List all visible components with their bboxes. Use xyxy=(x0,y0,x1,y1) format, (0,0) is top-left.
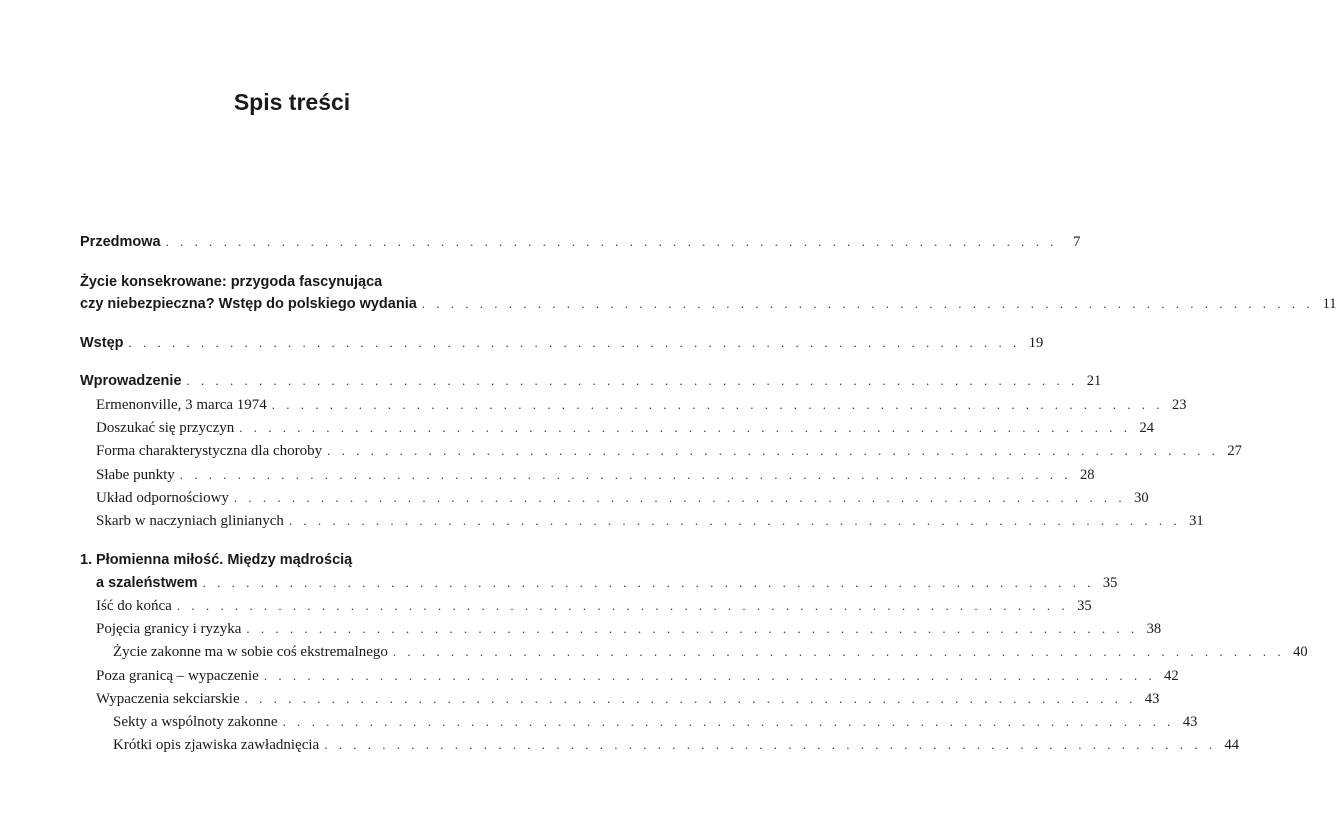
toc-subentry[interactable] xyxy=(96,397,1187,414)
toc-entry-label: Doszukać się przyczyn xyxy=(96,420,235,436)
toc-entry-label: Życie zakonne ma w sobie coś ekstremalnego xyxy=(113,644,388,660)
toc-subentry[interactable] xyxy=(96,443,1242,460)
toc-entry-label: Sekty a wspólnoty zakonne xyxy=(113,714,278,730)
dot-leader: . . . . . . . . . . . . . . . . . . . . . . . . . . . . . . . . . . . . . . . . . . . . . . . . . . . . . . . . . . . . . . xyxy=(288,513,1181,528)
toc-entry-zycie-konsekrowane-line1[interactable]: Życie konsekrowane: przygoda fascynująca xyxy=(80,274,383,290)
toc-page-number: 28 xyxy=(1080,467,1095,483)
toc-entry-label: Iść do końca xyxy=(96,598,172,614)
toc-page-number: 30 xyxy=(1134,490,1149,506)
dot-leader: . . . . . . . . . . . . . . . . . . . . . . . . . . . . . . . . . . . . . . . . . . . . . . . . . . . . . . . . . . . . . . xyxy=(327,443,1219,458)
toc-subentry[interactable] xyxy=(96,420,1155,437)
toc-page-number: 44 xyxy=(1224,737,1239,753)
toc-subsubentry[interactable] xyxy=(113,737,1239,754)
toc-chapter-1[interactable] xyxy=(96,575,1118,592)
toc-entry-label: Skarb w naczyniach glinianych xyxy=(96,513,284,529)
toc-entry-label: Poza granicą – wypaczenie xyxy=(96,668,259,684)
toc-page-number: 7 xyxy=(1073,234,1081,250)
toc-entry-label: Wypaczenia sekciarskie xyxy=(96,691,240,707)
toc-page-number: 11 xyxy=(1322,296,1337,312)
page-title: Spis treści xyxy=(233,89,351,115)
toc-subentry[interactable] xyxy=(96,691,1160,708)
dot-leader: . . . . . . . . . . . . . . . . . . . . . . . . . . . . . . . . . . . . . . . . . . . . . . . . . . . . . . . . . . . . . . xyxy=(246,621,1139,636)
toc-entry-label: Pojęcia granicy i ryzyka xyxy=(96,621,242,637)
dot-leader: . . . . . . . . . . . . . . . . . . . . . . . . . . . . . . . . . . . . . . . . . . . . . . . . . . . . . . . . . . . . . . xyxy=(186,373,1079,388)
dot-leader: . . . . . . . . . . . . . . . . . . . . . . . . . . . . . . . . . . . . . . . . . . . . . . . . . . . . . . . . . . . . . . xyxy=(128,335,1021,350)
toc-page-number: 21 xyxy=(1086,373,1102,389)
toc-page-number: 31 xyxy=(1189,513,1204,529)
toc-subentry[interactable] xyxy=(96,621,1162,638)
toc-subentry[interactable] xyxy=(96,598,1092,615)
dot-leader: . . . . . . . . . . . . . . . . . . . . . . . . . . . . . . . . . . . . . . . . . . . . . . . . . . . . . . . . . . . . . . xyxy=(233,490,1126,505)
dot-leader: . . . . . . . . . . . . . . . . . . . . . . . . . . . . . . . . . . . . . . . . . . . . . . . . . . . . . . . . . . . . . . xyxy=(176,598,1069,613)
toc-subsubentry[interactable] xyxy=(113,644,1308,661)
dot-leader: . . . . . . . . . . . . . . . . . . . . . . . . . . . . . . . . . . . . . . . . . . . . . . . . . . . . . . . . . . . . . . xyxy=(282,714,1175,729)
chapter-number: 1. xyxy=(80,552,93,568)
toc-page-number: 24 xyxy=(1139,420,1155,436)
toc-entry-label: Słabe punkty xyxy=(96,467,175,483)
toc-entry-label: Układ odpornościowy xyxy=(96,490,229,506)
toc-entry-label: Wprowadzenie xyxy=(80,373,182,389)
toc-page-number: 40 xyxy=(1293,644,1308,660)
dot-leader: . . . . . . . . . . . . . . . . . . . . . . . . . . . . . . . . . . . . . . . . . . . . . . . . . . . . . . . . . . . . . . xyxy=(239,420,1132,435)
toc-entry-label: czy niebezpieczna? Wstęp do polskiego wydania xyxy=(80,296,417,312)
dot-leader: . . . . . . . . . . . . . . . . . . . . . . . . . . . . . . . . . . . . . . . . . . . . . . . . . . . . . . . . . . . . . . xyxy=(165,234,1058,249)
toc-page-number: 42 xyxy=(1164,668,1179,684)
toc-chapter-1-line1[interactable] xyxy=(80,552,352,568)
toc-page-number: 38 xyxy=(1146,621,1162,637)
dot-leader: . . . . . . . . . . . . . . . . . . . . . . . . . . . . . . . . . . . . . . . . . . . . . . . . . . . . . . . . . . . . . . xyxy=(271,397,1164,412)
toc-subentry[interactable] xyxy=(96,513,1204,530)
toc-page-number: 27 xyxy=(1227,443,1242,459)
toc-page-number: 35 xyxy=(1102,575,1118,591)
toc-page-number: 19 xyxy=(1028,335,1044,351)
toc-page-number: 35 xyxy=(1077,598,1092,614)
chapter-title-line1: Płomienna miłość. Między mądrością xyxy=(96,552,353,568)
dot-leader: . . . . . . . . . . . . . . . . . . . . . . . . . . . . . . . . . . . . . . . . . . . . . . . . . . . . . . . . . . . . . . xyxy=(179,467,1072,482)
dot-leader: . . . . . . . . . . . . . . . . . . . . . . . . . . . . . . . . . . . . . . . . . . . . . . . . . . . . . . . . . . . . . . xyxy=(244,691,1137,706)
toc-page-number: 23 xyxy=(1172,397,1187,413)
toc-entry-przedmowa[interactable] xyxy=(80,234,1081,251)
toc-subentry[interactable] xyxy=(96,668,1179,685)
toc-entry-label: a szaleństwem xyxy=(96,575,198,591)
toc-entry-wstep[interactable] xyxy=(80,335,1044,352)
dot-leader: . . . . . . . . . . . . . . . . . . . . . . . . . . . . . . . . . . . . . . . . . . . . . . . . . . . . . . . . . . . . . . xyxy=(324,737,1216,752)
dot-leader: . . . . . . . . . . . . . . . . . . . . . . . . . . . . . . . . . . . . . . . . . . . . . . . . . . . . . . . . . . . . . . xyxy=(421,296,1314,311)
toc-subsubentry[interactable] xyxy=(113,714,1198,731)
toc-page-number: 43 xyxy=(1182,714,1198,730)
dot-leader: . . . . . . . . . . . . . . . . . . . . . . . . . . . . . . . . . . . . . . . . . . . . . . . . . . . . . . . . . . . . . . xyxy=(202,575,1095,590)
toc-page-number: 43 xyxy=(1144,691,1160,707)
toc-entry-label: Wstęp xyxy=(80,335,124,351)
toc-subentry[interactable] xyxy=(96,490,1149,507)
toc-subentry[interactable] xyxy=(96,467,1095,484)
toc-entry-zycie-konsekrowane[interactable] xyxy=(80,296,1337,313)
dot-leader: . . . . . . . . . . . . . . . . . . . . . . . . . . . . . . . . . . . . . . . . . . . . . . . . . . . . . . . . . . . . . . xyxy=(263,668,1156,683)
toc-entry-wprowadzenie[interactable] xyxy=(80,373,1102,390)
toc-entry-label: Forma charakterystyczna dla choroby xyxy=(96,443,323,459)
dot-leader: . . . . . . . . . . . . . . . . . . . . . . . . . . . . . . . . . . . . . . . . . . . . . . . . . . . . . . . . . . . . . . xyxy=(392,644,1285,659)
toc-entry-label: Krótki opis zjawiska zawładnięcia xyxy=(113,737,320,753)
toc-entry-label: Przedmowa xyxy=(80,234,161,250)
toc-entry-label: Ermenonville, 3 marca 1974 xyxy=(96,397,267,413)
